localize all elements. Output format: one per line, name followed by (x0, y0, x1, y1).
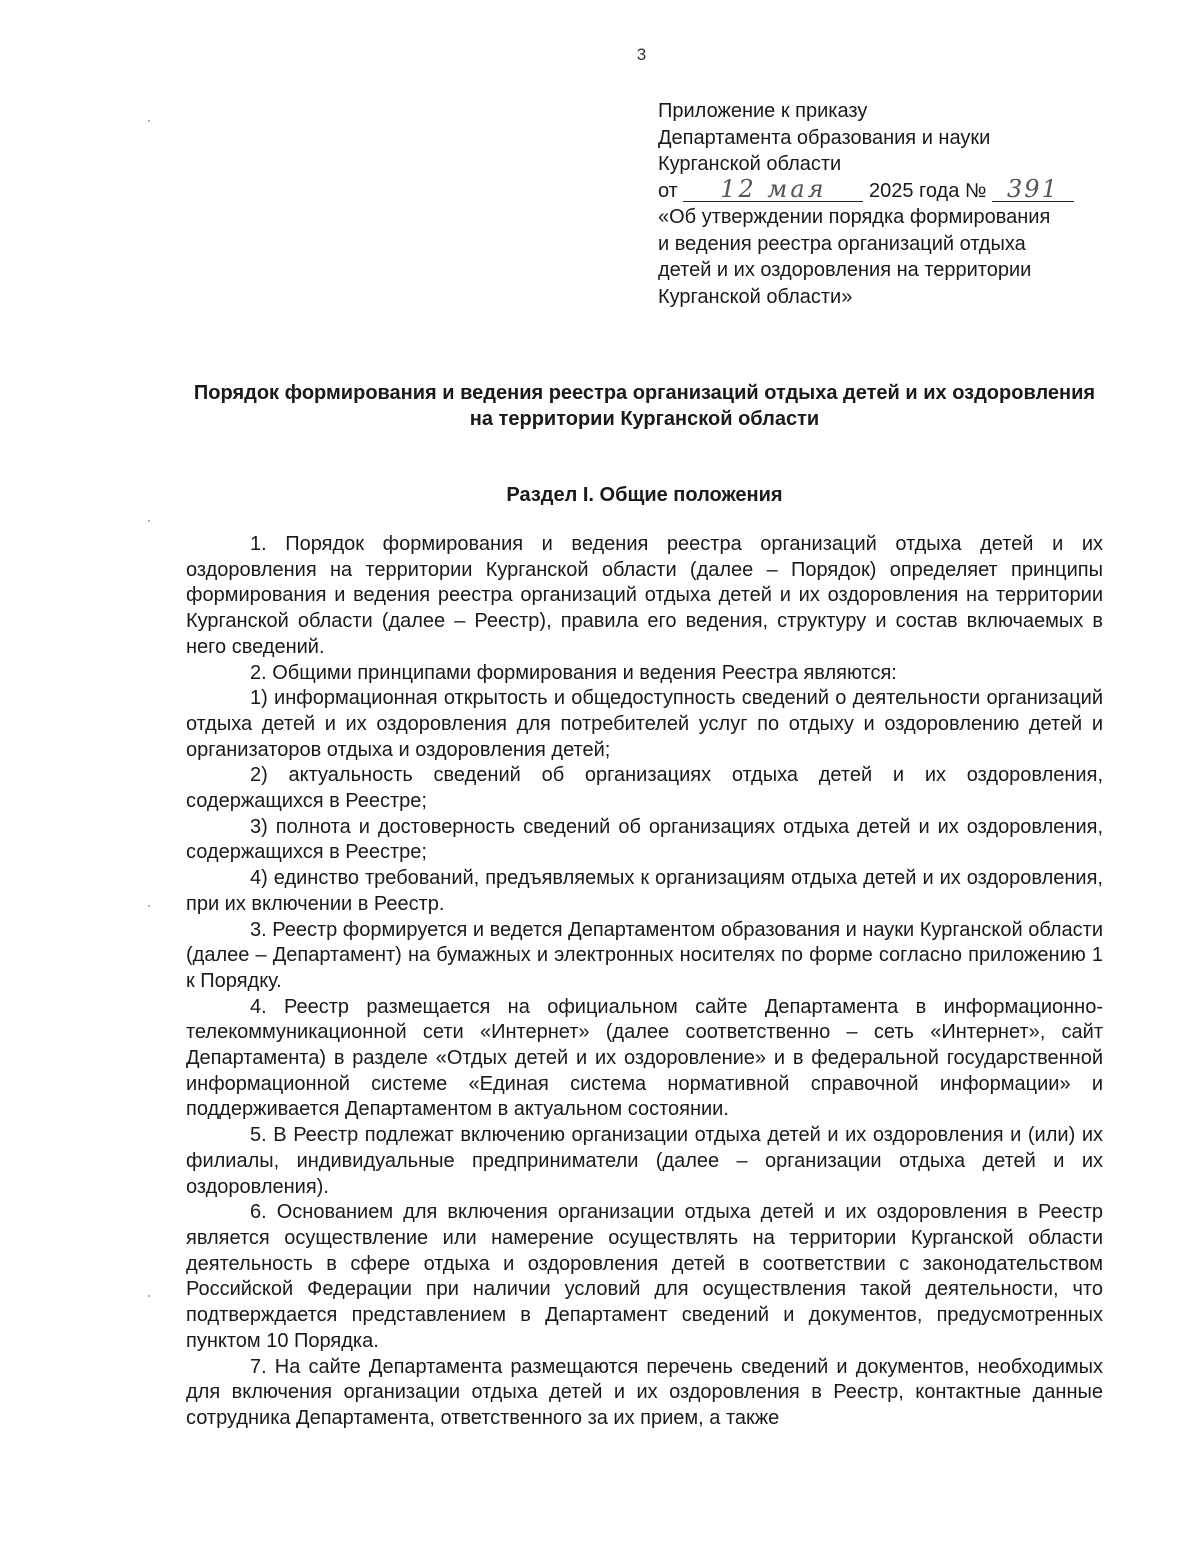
appendix-line-3: Курганской области (658, 153, 842, 175)
scan-speck (148, 905, 150, 907)
appendix-line-1: Приложение к приказу (658, 100, 868, 122)
appendix-subject-2: и ведения реестра организаций отдыха (658, 232, 1026, 255)
scan-speck (148, 1295, 150, 1297)
paragraph-2-item-2: 2) актуальность сведений об организациях отдыха детей и их оздоровления, содержащихся в Реестре; (186, 764, 1103, 813)
paragraph-2-item-3: 3) полнота и достоверность сведений об организациях отдыха детей и их оздоровления, содержащихся в Реестре; (186, 815, 1103, 864)
year-label: 2025 года № (868, 179, 987, 202)
document-body (186, 532, 1103, 1432)
paragraph-1: 1. Порядок формирования и ведения реестра организаций отдыха детей и их оздоровления на территории Курганской области (далее – Порядок) определяет принципы формирования и ведения реестра организаций отдыха детей и их оздоровления на территории Курганской области (далее – Реестр), правила его ведения, структуру и состав включаемых в него сведений. (186, 533, 1103, 658)
paragraph-6: 6. Основанием для включения организации отдыха детей и их оздоровления в Реестр является осуществление или намерение осуществлять на территории Курганской области деятельность в сфере отдыха и оздоровления детей в соответствии с законодательством Российской Федерации при наличии условий для осуществления такой деятельности, что подтверждается представлением в Департамент сведений и документов, предусмотренных пунктом 10 Порядка. (186, 1201, 1103, 1352)
scan-speck (148, 520, 150, 522)
document-title: Порядок формирования и ведения реестра организаций отдыха детей и их оздоровления на территории Курганской области (193, 382, 1096, 430)
paragraph-3: 3. Реестр формируется и ведется Департаментом образования и науки Курганской области (далее – Департамент) на бумажных и электронных носителях по форме согласно приложению 1 к Порядку. (186, 918, 1103, 992)
paragraph-2-item-4: 4) единство требований, предъявляемых к организациям отдыха детей и их оздоровления, при их включении в Реестр. (186, 867, 1103, 915)
paragraph-4: 4. Реестр размещается на официальном сайте Департамента в информационно-телекоммуникационной сети «Интернет» (далее соответственно – сеть «Интернет», сайт Департамента) в разделе «Отдых детей и их оздоровление» и в федеральной государственной информационной системе «Единая система нормативной справочной информации» и поддерживается Департаментом в актуальном состоянии. (186, 995, 1103, 1121)
appendix-subject-4: Курганской области» (658, 285, 853, 308)
scan-speck (148, 120, 150, 122)
handwritten-date: 12 мая (683, 179, 863, 202)
appendix-subject-1: «Об утверждении порядка формирования (658, 206, 1051, 228)
appendix-date-line (658, 174, 1128, 205)
paragraph-2-item-1: 1) информационная открытость и общедоступность сведений о деятельности организаций отдыха детей и их оздоровления для потребителей услуг по отдыху и оздоровлению детей и организаторов отдыха и оздоровления детей; (186, 687, 1103, 761)
handwritten-order-number: 391 (992, 179, 1074, 202)
appendix-line-2: Департамента образования и науки (658, 126, 991, 149)
paragraph-7: 7. На сайте Департамента размещаются перечень сведений и документов, необходимых для включения организации отдыха детей и их оздоровления в Реестр, контактные данные сотрудника Департамента, ответственного за их прием, а также (186, 1355, 1103, 1429)
paragraph-5: 5. В Реестр подлежат включению организации отдыха детей и их оздоровления и (или) их филиалы, индивидуальные предприниматели (далее – организации отдыха детей и их оздоровления). (186, 1124, 1103, 1198)
appendix-header (658, 98, 1128, 310)
from-label: от (658, 179, 678, 202)
paragraph-2: 2. Общими принципами формирования и ведения Реестра являются: (250, 661, 897, 684)
page-number: 3 (636, 45, 647, 64)
section-heading: Раздел I. Общие положения (506, 484, 783, 506)
appendix-subject-3: детей и их оздоровления на территории (658, 259, 1032, 281)
